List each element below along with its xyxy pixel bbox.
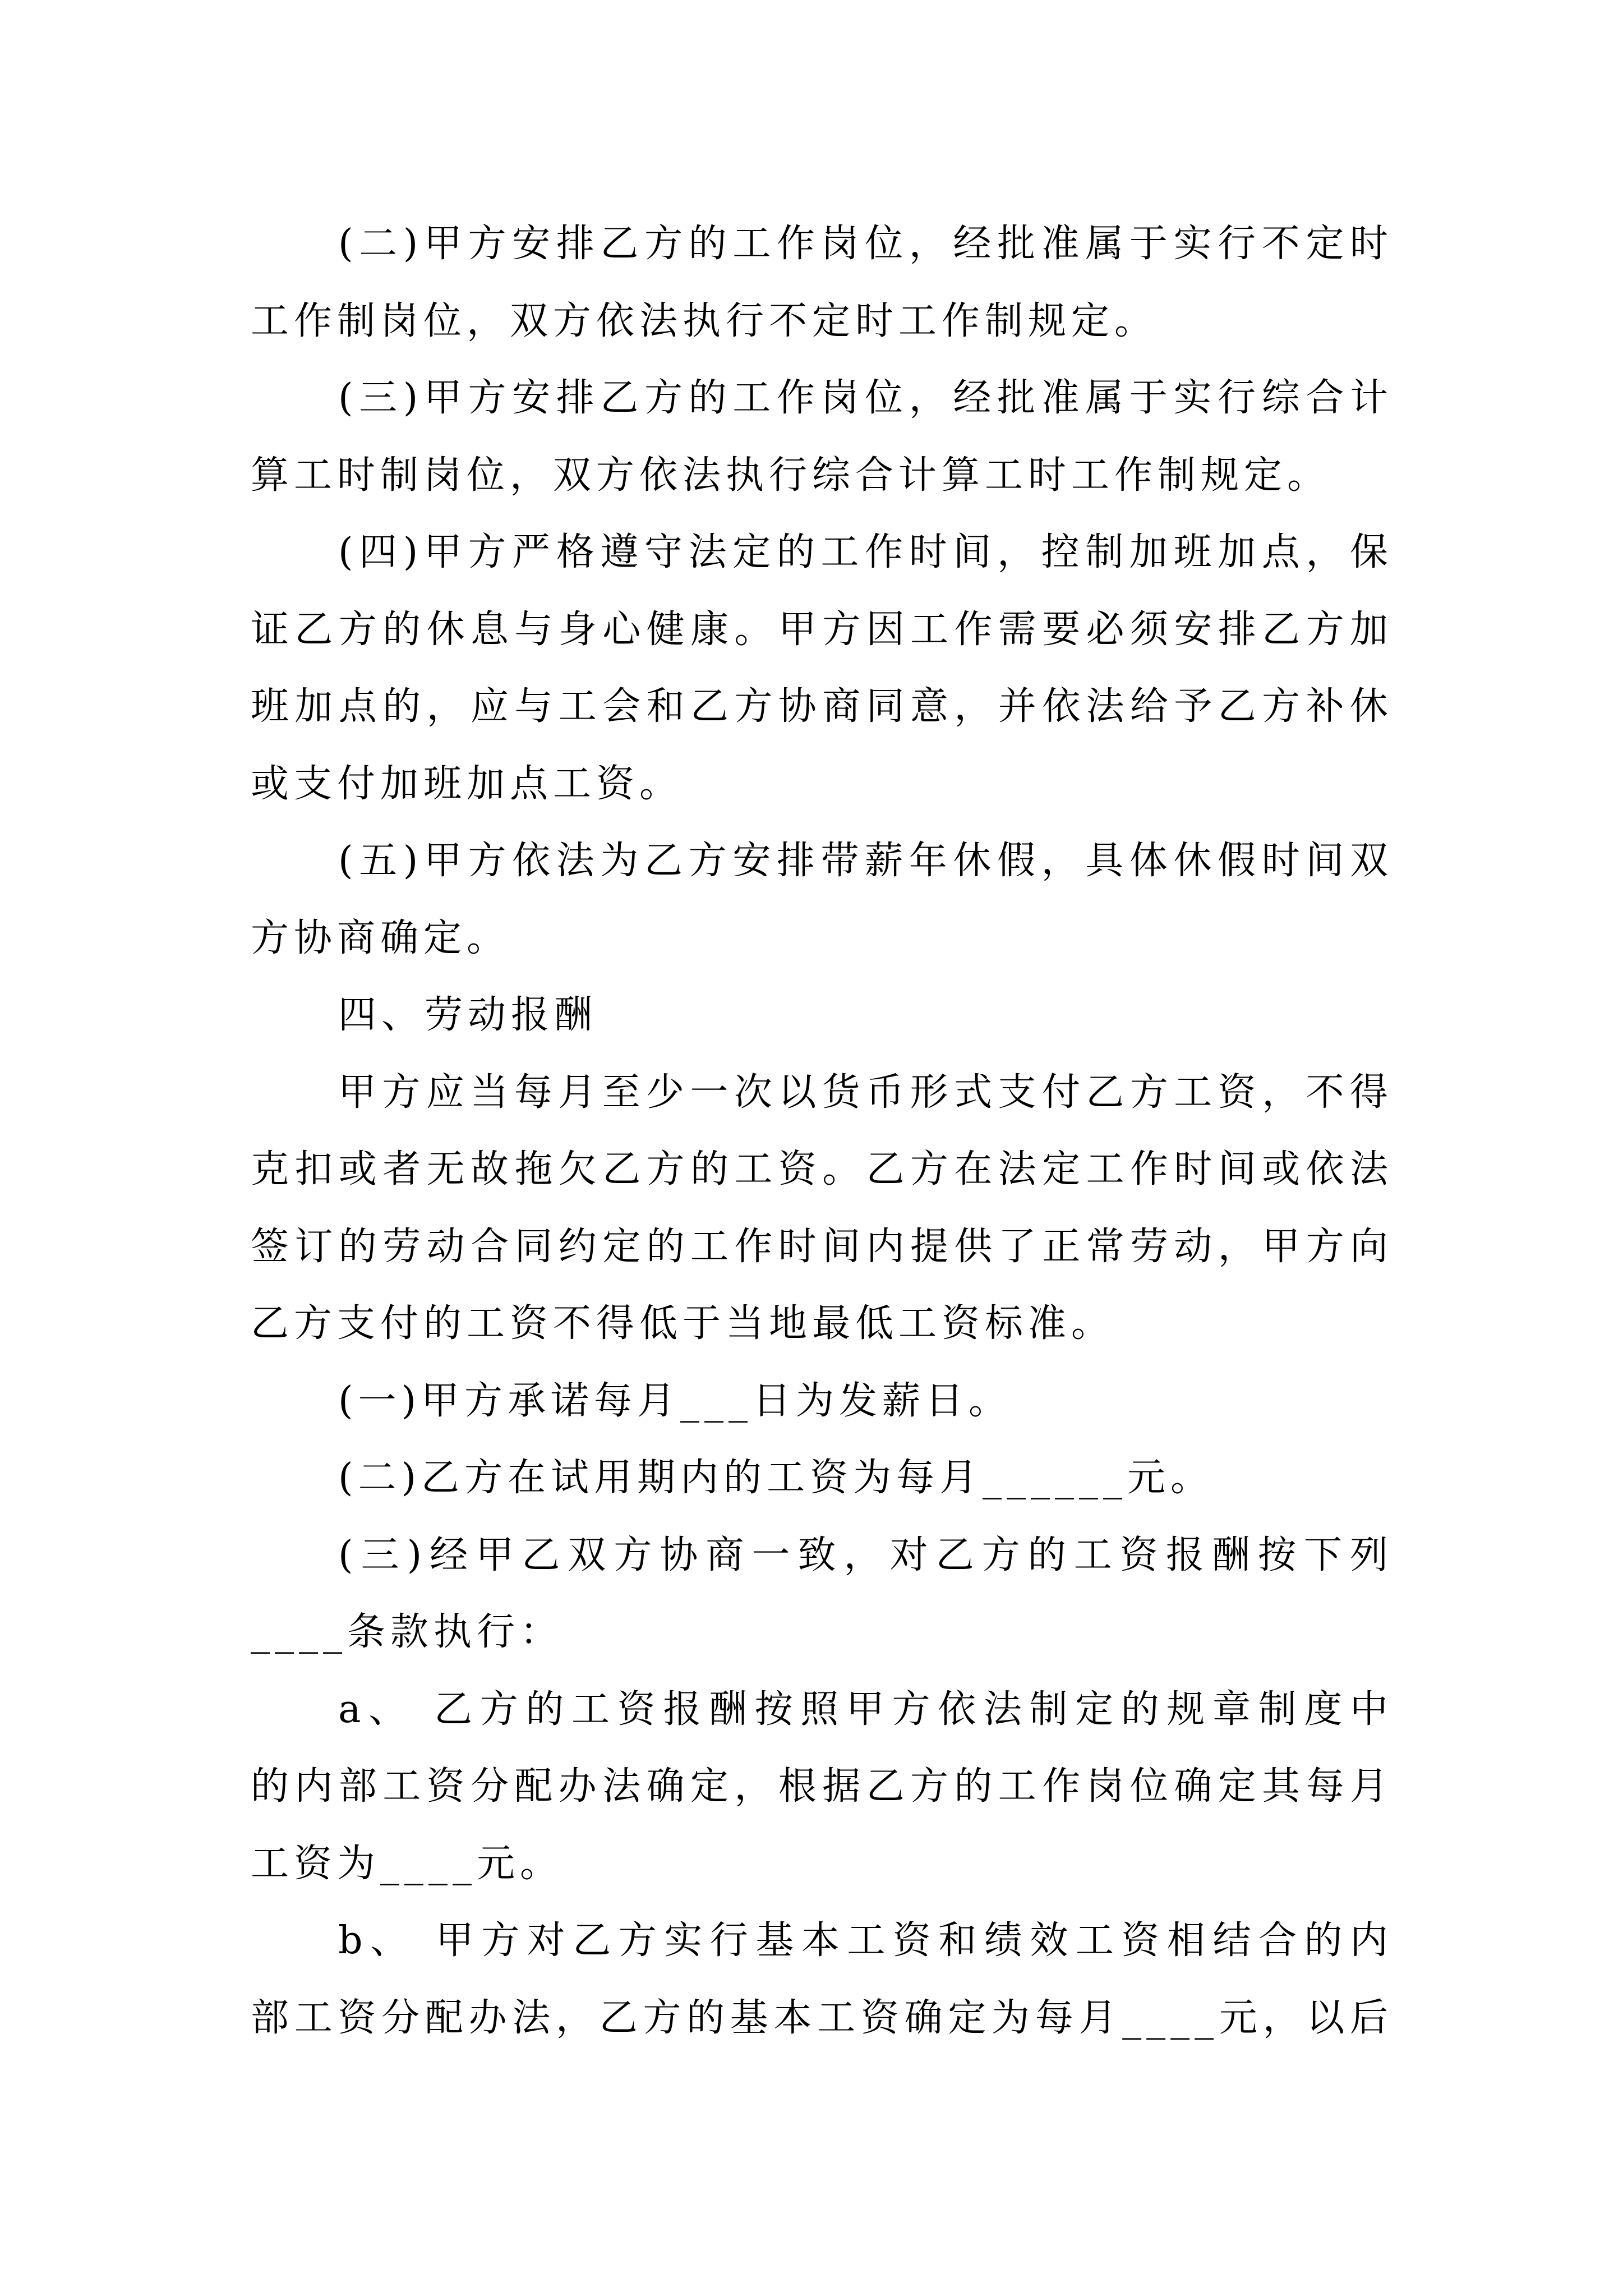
paragraph-option-a [251, 1671, 1393, 1903]
paragraph-overtime [251, 514, 1393, 822]
paragraph-comprehensive-hours [251, 360, 1393, 514]
text-line: 班加点的，应与工会和乙方协商同意，并依法给予乙方补休 [251, 684, 1393, 729]
text-line: 的内部工资分配办法确定，根据乙方的工作岗位确定其每月 [251, 1764, 1393, 1809]
text-line: b、 甲方对乙方实行基本工资和绩效工资相结合的内 [338, 1918, 1393, 1963]
paragraph-payday [251, 1363, 1388, 1440]
text-line: 签订的劳动合同约定的工作时间内提供了正常劳动，甲方向 [251, 1224, 1393, 1269]
text-line: (二)甲方安排乙方的工作岗位，经批准属于实行不定时 [338, 222, 1393, 266]
text-line: 方协商确定。 [251, 915, 510, 960]
paragraph-option-b [251, 1902, 1393, 2056]
section-heading: 四、劳动报酬 [338, 993, 598, 1037]
text-line: 或支付加班加点工资。 [251, 761, 683, 806]
section-heading-remuneration [251, 977, 1388, 1054]
text-line: 部工资分配办法，乙方的基本工资确定为每月____元，以后 [251, 1995, 1393, 2040]
paragraph-probation-wage [251, 1439, 1388, 1517]
text-line: 乙方支付的工资不得低于当地最低工资标准。 [251, 1301, 1115, 1346]
text-line: 克扣或者无故拖欠乙方的工资。乙方在法定工作时间或依法 [251, 1147, 1393, 1191]
text-line: (四)甲方严格遵守法定的工作时间，控制加班加点，保 [338, 530, 1393, 574]
text-line: 证乙方的休息与身心健康。甲方因工作需要必须安排乙方加 [251, 607, 1393, 652]
text-line: (一)甲方承诺每月___日为发薪日。 [338, 1378, 1012, 1423]
paragraph-annual-leave [251, 822, 1393, 977]
text-line: (三)经甲乙双方协商一致，对乙方的工资报酬按下列 [338, 1533, 1393, 1577]
paragraph-wage-payment [251, 1054, 1393, 1363]
text-line: (三)甲方安排乙方的工作岗位，经批准属于实行综合计 [338, 376, 1393, 420]
text-line: a、 乙方的工资报酬按照甲方依法制定的规章制度中 [338, 1687, 1393, 1732]
text-line: 工资为____元。 [251, 1841, 564, 1886]
text-line: (五)甲方依法为乙方安排带薪年休假，具体休假时间双 [338, 839, 1393, 883]
paragraph-wage-terms [251, 1517, 1393, 1671]
text-line: ____条款执行： [251, 1610, 564, 1654]
text-line: 甲方应当每月至少一次以货币形式支付乙方工资，不得 [338, 1070, 1393, 1115]
document-body [251, 205, 1393, 2056]
text-line: (二)乙方在试用期内的工资为每月______元。 [338, 1456, 1214, 1500]
text-line: 工作制岗位，双方依法执行不定时工作制规定。 [251, 298, 1158, 343]
text-line: 算工时制岗位，双方依法执行综合计算工时工作制规定。 [251, 453, 1331, 498]
paragraph-indefinite-hours [251, 205, 1393, 360]
